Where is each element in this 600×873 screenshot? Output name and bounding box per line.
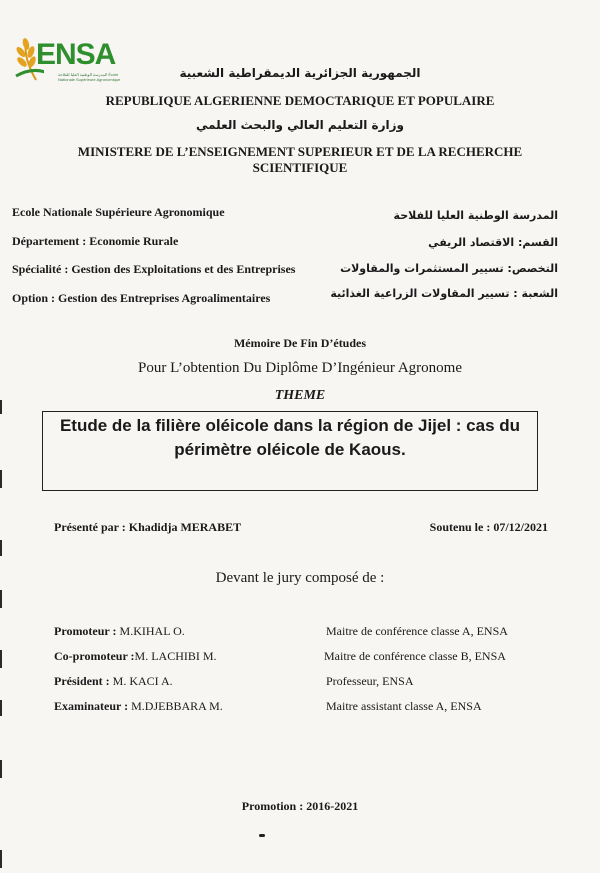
institution-department-arabic: القسم: الاقتصاد الريفي (428, 236, 558, 249)
jury-row-president (54, 674, 173, 689)
jury-row-examinateur (54, 699, 223, 714)
scan-dot (259, 834, 265, 837)
jury-row-copromoteur (54, 649, 217, 664)
arabic-republic-heading: الجمهورية الجزائرية الديمقراطية الشعبية (179, 66, 421, 80)
republic-heading: REPUBLIQUE ALGERIENNE DEMOCTARIQUE ET POPULAIRE (105, 93, 495, 108)
theme-label: THEME (274, 388, 326, 403)
jury-name: M.DJEBBARA M. (128, 699, 223, 713)
ministry-heading-line1: MINISTERE DE L’ENSEIGNEMENT SUPERIEUR ET DE LA RECHERCHE (77, 144, 523, 159)
thesis-title-box (42, 411, 538, 491)
thesis-title (43, 412, 537, 462)
jury-role: Président : (54, 674, 110, 688)
institution-school: Ecole Nationale Supérieure Agronomique (12, 205, 225, 219)
jury-title: Maitre de conférence classe A, ENSA (326, 624, 508, 638)
binding-mark (0, 760, 2, 778)
binding-mark (0, 850, 2, 868)
ministry-heading-line2: SCIENTIFIQUE (252, 160, 348, 175)
jury-role: Co-promoteur : (54, 649, 135, 663)
jury-intro: Devant le jury composé de : (215, 570, 385, 586)
jury-role: Promoteur : (54, 624, 117, 638)
thesis-title-line2: périmètre oléicole de Kaous. (174, 440, 406, 459)
institution-specialty: Spécialité : Gestion des Exploitations et des Entreprises (12, 262, 296, 276)
institution-option: Option : Gestion des Entreprises Agroalimentaires (12, 291, 271, 305)
jury-title: Maitre de conférence classe B, ENSA (324, 649, 506, 663)
thesis-title-line1: Etude de la filière oléicole dans la région de Jijel : cas du (59, 416, 521, 435)
binding-mark (0, 700, 2, 716)
arabic-ministry-heading: وزارة التعليم العالي والبحث العلمي (195, 118, 405, 132)
binding-mark (0, 400, 2, 414)
binding-mark (0, 540, 2, 556)
jury-name: M.KIHAL O. (116, 624, 185, 638)
institution-department: Département : Economie Rurale (12, 234, 179, 248)
jury-title: Maitre assistant classe A, ENSA (326, 699, 482, 713)
logo-text: ENSA (36, 38, 116, 71)
binding-mark (0, 590, 2, 608)
institution-school-arabic: المدرسة الوطنية العليا للفلاحة (393, 209, 558, 222)
defense-date: Soutenu le : 07/12/2021 (429, 520, 548, 534)
promotion-years: Promotion : 2016-2021 (241, 799, 359, 813)
jury-title: Professeur, ENSA (326, 674, 414, 688)
logo-subtitle: المدرسة الوطنية العليا للفلاحة École Nationale Supérieure Agronomique (58, 72, 121, 82)
binding-mark (0, 650, 2, 668)
institution-option-arabic: الشعبة : تسيير المقاولات الزراعية الغذائية (330, 287, 558, 300)
diploma-purpose: Pour L’obtention Du Diplôme D’Ingénieur Agronome (138, 360, 462, 376)
institution-specialty-arabic: التخصص: تسيير المستثمرات والمقاولات (340, 262, 558, 275)
memoire-label: Mémoire De Fin D’études (233, 336, 367, 350)
jury-name: M. LACHIBI M. (134, 649, 217, 663)
jury-name: M. KACI A. (109, 674, 173, 688)
jury-row-promoteur (54, 624, 185, 639)
binding-mark (0, 470, 2, 488)
jury-role: Examinateur : (54, 699, 129, 713)
presented-by: Présenté par : Khadidja MERABET (54, 520, 242, 534)
